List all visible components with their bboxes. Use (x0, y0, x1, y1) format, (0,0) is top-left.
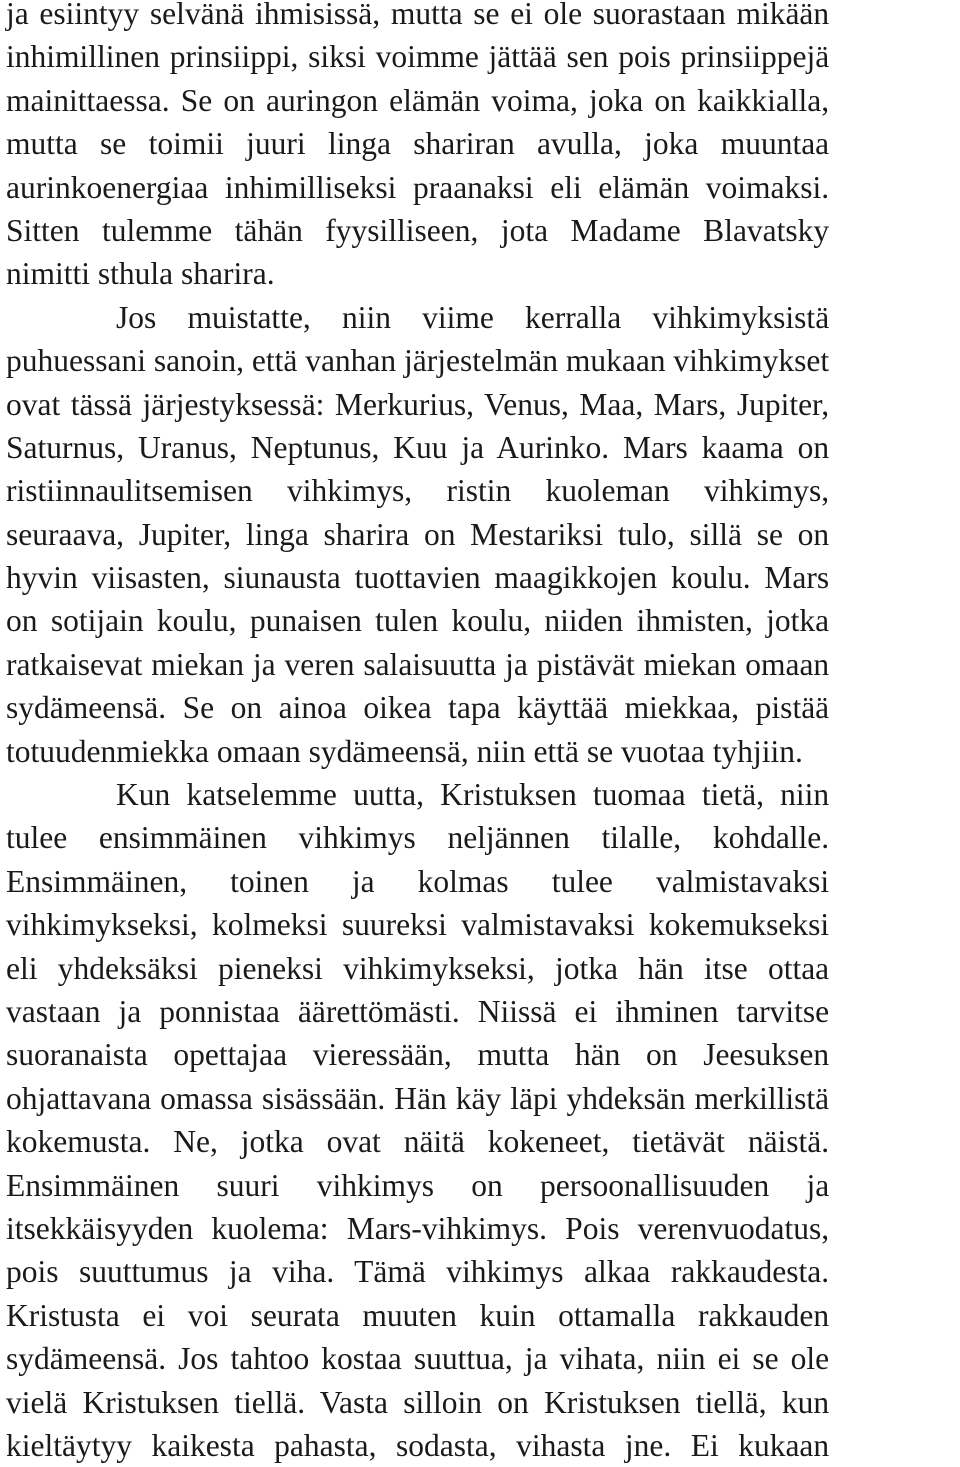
text-line: ohjattavana omassa sisässään. Hän käy läpi yhdeksän merkillistä (6, 1080, 830, 1116)
text-line: Jos muistatte, niin viime kerralla vihkimyksistä (116, 299, 830, 335)
text-line: mainittaessa. Se on auringon elämän voima, joka on kaikkialla, (6, 82, 830, 118)
text-line: seuraava, Jupiter, linga sharira on Mestariksi tulo, sillä se on (6, 516, 830, 552)
text-line: Sitten tulemme tähän fyysilliseen, jota Madame Blavatsky (6, 212, 830, 248)
text-line: Kristusta ei voi seurata muuten kuin ottamalla rakkauden (6, 1297, 830, 1333)
text-line: pois suuttumus ja viha. Tämä vihkimys alkaa rakkaudesta. (6, 1254, 830, 1290)
text-line: Kun katselemme uutta, Kristuksen tuomaa tietä, niin (116, 777, 830, 813)
text-line: hyvin viisasten, siunausta tuottavien maagikkojen koulu. Mars (6, 560, 830, 596)
text-line: mutta se toimii juuri linga shariran avulla, joka muuntaa (6, 126, 830, 162)
text-line: vastaan ja ponnistaa äärettömästi. Niissä ei ihminen tarvitse (6, 993, 830, 1029)
text-line: itsekkäisyyden kuolema: Mars-vihkimys. Pois verenvuodatus, (6, 1210, 830, 1246)
text-line: puhuessani sanoin, että vanhan järjestelmän mukaan vihkimykset (6, 343, 830, 379)
text-line: Ensimmäinen suuri vihkimys on persoonallisuuden ja (6, 1167, 830, 1203)
text-line: suoranaista opettajaa vieressään, mutta hän on Jeesuksen (6, 1037, 830, 1073)
text-line: kokemusta. Ne, jotka ovat näitä kokeneet, tietävät näistä. (6, 1124, 830, 1160)
text-line: sydämeensä. Se on ainoa oikea tapa käyttää miekkaa, pistää (6, 690, 830, 726)
text-line: ja esiintyy selvänä ihmisissä, mutta se ei ole suorastaan mikään (6, 0, 830, 31)
text-line: vielä Kristuksen tiellä. Vasta silloin on Kristuksen tiellä, kun (6, 1384, 830, 1420)
text-line: ratkaisevat miekan ja veren salaisuutta ja pistävät miekan omaan (6, 646, 830, 682)
text-line: nimitti sthula sharira. (6, 256, 275, 292)
text-line: inhimillinen prinsiippi, siksi voimme jättää sen pois prinsiippejä (6, 39, 830, 75)
text-line: kieltäytyy kaikesta pahasta, sodasta, vihasta jne. Ei kukaan (6, 1427, 830, 1463)
text-line: on sotijain koulu, punaisen tulen koulu, niiden ihmisten, jotka (6, 603, 830, 639)
text-line: Ensimmäinen, toinen ja kolmas tulee valmistavaksi (6, 863, 830, 899)
text-line: sydämeensä. Jos tahtoo kostaa suuttua, ja vihata, niin ei se ole (6, 1341, 830, 1377)
text-body (6, 0, 829, 1467)
text-line: ristiinnaulitsemisen vihkimys, ristin kuoleman vihkimys, (6, 473, 830, 509)
text-line: aurinkoenergiaa inhimilliseksi praanaksi eli elämän voimaksi. (6, 169, 830, 205)
text-line: totuudenmiekka omaan sydämeensä, niin että se vuotaa tyhjiin. (6, 733, 803, 769)
text-line: ovat tässä järjestyksessä: Merkurius, Venus, Maa, Mars, Jupiter, (6, 386, 830, 422)
text-line: eli yhdeksäksi pieneksi vihkimykseksi, jotka hän itse ottaa (6, 950, 830, 986)
text-line: Saturnus, Uranus, Neptunus, Kuu ja Aurinko. Mars kaama on (6, 429, 830, 465)
text-line: tulee ensimmäinen vihkimys neljännen tilalle, kohdalle. (6, 820, 830, 856)
text-line: vihkimykseksi, kolmeksi suureksi valmistavaksi kokemukseksi (6, 907, 830, 943)
